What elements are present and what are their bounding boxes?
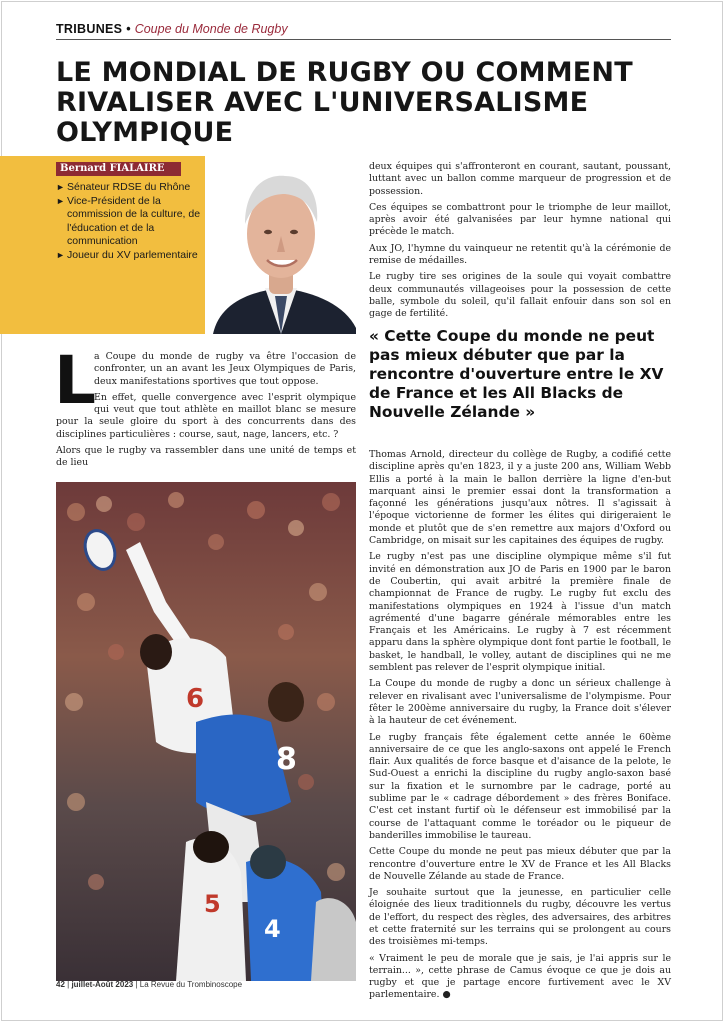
jersey-number: 6: [186, 684, 205, 714]
bio-text: Joueur du XV parlementaire: [67, 248, 198, 261]
paragraph: Le rugby tire ses origines de la soule qui voyait combattre deux communautés villageoises pour la possession de cette balle, symbole du soleil, qu'il fallait enfouir dans son sol en gage de fertilité.: [369, 271, 671, 320]
rubric-separator: •: [126, 22, 131, 36]
bio-text: Vice-Président de la commission de la culture, de l'éducation et de la communication: [67, 194, 201, 248]
jersey-number: 5: [204, 890, 221, 918]
paragraph: Thomas Arnold, directeur du collège de Rugby, a codifié cette discipline après qu'en 1823, il y a juste 200 ans, William Webb Ellis a porté à la main le ballon derrière la ligne d'en-but marquant ainsi le premier essai dont la transformation a façonné les générations jusqu'aux nôtres. Il s'agissait à l'époque victorienne de former les élites qui dirigeraient le monde et plutôt que de s'en remettre aux majors d'Oxford ou Cambridge, on misait sur les capitaines des équipes de rugby.: [369, 449, 671, 547]
publication-name: La Revue du Trombinoscope: [139, 980, 243, 989]
header-rule: [56, 39, 671, 40]
author-bio: [56, 181, 216, 263]
page-number: 42: [56, 980, 65, 989]
bio-item: [56, 195, 216, 249]
section-rubric: [56, 22, 288, 36]
paragraph: « Vraiment le peu de morale que je sais, je l'ai appris sur le terrain... », cette phrase de Camus évoque ce que je dois au rugby et que je partage encore furtivement avec le XV parlementaire. ●: [369, 952, 671, 1001]
paragraph: Cette Coupe du monde ne peut pas mieux débuter que par la rencontre d'ouverture entre le XV de France et les All Blacks de Nouvelle Zélande au stade de France.: [369, 846, 671, 882]
left-column: [54, 342, 356, 474]
paragraph-text: a Coupe du monde de rugby va être l'occasion de confronter, un an avant les Jeux Olympiques de Paris, deux manifestations sportives que tout oppose.: [94, 351, 356, 387]
paragraph: Aux JO, l'hymne du vainqueur ne retentit qu'à la cérémonie de remise de médailles.: [369, 242, 671, 267]
drop-cap: L: [54, 342, 97, 419]
paragraph: La Coupe du monde de rugby a donc un sérieux challenge à relever en rivalisant avec l'universalisme de l'olympisme. Pour fêter le 200ème anniversaire du rugby, la France doit s'élever à la hauteur de cet événement.: [369, 678, 671, 727]
paragraph: Le rugby français fête également cette année le 60ème anniversaire de ce que les anglo-saxons ont appelé le French flair. Aux qualités de force basque et d'aisance de la pelote, le Sud-Ouest a enrichi la discipline du rugby anglo-saxon basé sur la fixation et le surnombre par le cadrage, porté au sublime par le « cadrage débordement » des frères Boniface. C'est cet instant furtif où le défenseur est immobilisé par la course de l'attaquant comme le toréador ou le piqueur de banderilles immobilise le taureau.: [369, 731, 671, 841]
paragraph: Le rugby n'est pas une discipline olympique même s'il fut invité en démonstration aux JO de Paris en 1900 par le baron de Coubertin, qui avait arbitré la première finale de championnat de France de rugby. Le rugby fut exclu des manifestations olympiques en 1924 à l'issue d'un match agrémenté d'une bagarre générale mémorables entre les Français et les Américains. Le rugby à 7 est récemment apparu dans la sphère olympique dont font partie le football, le basket, le handball, le volley, autant de disciplines qui ne me semblent pas relever de l'esprit olympique initial.: [369, 551, 671, 674]
paragraph: Je souhaite surtout que la jeunesse, en particulier celle éloignée des lieux traditionnels du rugby, découvre les vertus de l'effort, du respect des règles, des adversaires, des arbitres et cette fraternité sur les terrains qui se prolongent au cours des troisièmes mi-temps.: [369, 887, 671, 948]
rugby-lineout-photo: [56, 482, 356, 981]
jersey-number: 4: [264, 915, 281, 943]
bio-text: Sénateur RDSE du Rhône: [67, 181, 191, 193]
article-title: LE MONDIAL DE RUGBY OU COMMENT RIVALISER AVEC L'UNIVERSALISME OLYMPIQUE: [56, 57, 633, 148]
jersey-number: 8: [276, 742, 297, 777]
page-footer: 42 | juillet-Août 2023 | La Revue du Trombinoscope: [56, 980, 243, 989]
bio-item: [56, 181, 216, 195]
section-label: TRIBUNES: [56, 22, 123, 36]
topic-label: Coupe du Monde de Rugby: [134, 22, 288, 36]
arrow-icon: ►: [56, 182, 65, 192]
issue-date: juillet-Août 2023: [71, 980, 134, 989]
paragraph: En effet, quelle convergence avec l'esprit olympique qui veut que tout athlète en maillot blanc se mesure pour la seule gloire du sport à des concurrents dans des disciplines particulières : course, saut, nage, lancers, etc. ?: [56, 391, 356, 440]
author-name: Bernard FIALAIRE: [56, 162, 181, 176]
pull-quote: « Cette Coupe du monde ne peut pas mieux débuter que par la rencontre d'ouverture entre le XV de France et les All Blacks de Nouvelle Zélande »: [369, 327, 664, 421]
author-portrait: [205, 156, 356, 334]
paragraph: Ces équipes se combattront pour le triomphe de leur maillot, après avoir été galvanisées par leur hymne national qui précède le match.: [369, 201, 671, 238]
arrow-icon: ►: [56, 249, 65, 260]
bio-item: [56, 249, 216, 263]
paragraph: deux équipes qui s'affronteront en courant, sautant, poussant, luttant avec un ballon comme marqueur de progression et de possession.: [369, 161, 671, 197]
right-column-main: [369, 449, 671, 1006]
arrow-icon: ►: [56, 195, 65, 206]
paragraph: Alors que le rugby va rassembler dans une unité de temps et de lieu: [56, 445, 356, 469]
right-column-top: [369, 161, 671, 325]
